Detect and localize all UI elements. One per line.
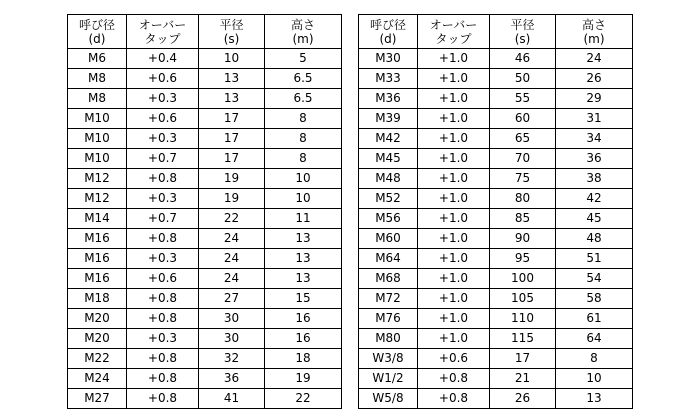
- cell-width-across-flats: 19: [199, 169, 265, 189]
- cell-width-across-flats: 36: [199, 369, 265, 389]
- cell-width-across-flats: 110: [490, 309, 556, 329]
- cell-height: 8: [265, 129, 342, 149]
- table-row: [359, 109, 633, 129]
- cell-over-tap: +1.0: [418, 129, 490, 149]
- cell-width-across-flats: 27: [199, 289, 265, 309]
- cell-over-tap: +1.0: [418, 209, 490, 229]
- table-row: [68, 189, 342, 209]
- cell-over-tap: +0.8: [127, 389, 199, 409]
- table-row: [359, 149, 633, 169]
- header-row: [68, 15, 342, 49]
- cell-over-tap: +1.0: [418, 249, 490, 269]
- cell-nominal-diameter: M36: [359, 89, 418, 109]
- table-row: [68, 269, 342, 289]
- table-row: [68, 89, 342, 109]
- cell-height: 29: [556, 89, 633, 109]
- cell-nominal-diameter: M18: [68, 289, 127, 309]
- table-row: [359, 229, 633, 249]
- table-row: [359, 69, 633, 89]
- cell-nominal-diameter: M42: [359, 129, 418, 149]
- table-row: [359, 169, 633, 189]
- cell-nominal-diameter: M27: [68, 389, 127, 409]
- cell-over-tap: +0.3: [127, 249, 199, 269]
- cell-height: 16: [265, 309, 342, 329]
- cell-nominal-diameter: W5/8: [359, 389, 418, 409]
- cell-height: 19: [265, 369, 342, 389]
- cell-height: 8: [556, 349, 633, 369]
- cell-height: 45: [556, 209, 633, 229]
- cell-width-across-flats: 105: [490, 289, 556, 309]
- cell-width-across-flats: 95: [490, 249, 556, 269]
- cell-height: 13: [556, 389, 633, 409]
- cell-nominal-diameter: M8: [68, 89, 127, 109]
- cell-over-tap: +0.6: [127, 109, 199, 129]
- cell-width-across-flats: 24: [199, 269, 265, 289]
- cell-over-tap: +0.6: [127, 69, 199, 89]
- cell-nominal-diameter: M30: [359, 49, 418, 69]
- cell-nominal-diameter: W1/2: [359, 369, 418, 389]
- header-height: 高さ (m): [556, 15, 633, 49]
- cell-width-across-flats: 80: [490, 189, 556, 209]
- header-nominal-diameter: 呼び径 (d): [68, 15, 127, 49]
- cell-over-tap: +1.0: [418, 149, 490, 169]
- cell-height: 8: [265, 149, 342, 169]
- cell-width-across-flats: 17: [199, 149, 265, 169]
- cell-over-tap: +0.7: [127, 149, 199, 169]
- cell-width-across-flats: 30: [199, 329, 265, 349]
- table-row: [68, 389, 342, 409]
- cell-height: 16: [265, 329, 342, 349]
- cell-nominal-diameter: M16: [68, 269, 127, 289]
- cell-over-tap: +0.3: [127, 189, 199, 209]
- cell-height: 24: [556, 49, 633, 69]
- cell-over-tap: +0.3: [127, 329, 199, 349]
- cell-width-across-flats: 70: [490, 149, 556, 169]
- cell-over-tap: +0.4: [127, 49, 199, 69]
- cell-over-tap: +0.8: [127, 229, 199, 249]
- cell-nominal-diameter: M80: [359, 329, 418, 349]
- table-row: [359, 349, 633, 369]
- table-row: [359, 49, 633, 69]
- cell-over-tap: +0.6: [418, 349, 490, 369]
- cell-nominal-diameter: M14: [68, 209, 127, 229]
- cell-nominal-diameter: M20: [68, 329, 127, 349]
- table-row: [68, 349, 342, 369]
- cell-width-across-flats: 90: [490, 229, 556, 249]
- cell-over-tap: +1.0: [418, 329, 490, 349]
- cell-over-tap: +0.8: [418, 389, 490, 409]
- cell-width-across-flats: 32: [199, 349, 265, 369]
- cell-width-across-flats: 10: [199, 49, 265, 69]
- table-row: [68, 289, 342, 309]
- cell-height: 58: [556, 289, 633, 309]
- table-row: [68, 49, 342, 69]
- cell-width-across-flats: 75: [490, 169, 556, 189]
- cell-nominal-diameter: M10: [68, 129, 127, 149]
- cell-over-tap: +0.8: [127, 349, 199, 369]
- cell-width-across-flats: 30: [199, 309, 265, 329]
- cell-height: 15: [265, 289, 342, 309]
- cell-nominal-diameter: M24: [68, 369, 127, 389]
- table-row: [68, 329, 342, 349]
- cell-nominal-diameter: M6: [68, 49, 127, 69]
- cell-over-tap: +0.8: [127, 309, 199, 329]
- table-row: [359, 269, 633, 289]
- cell-width-across-flats: 13: [199, 69, 265, 89]
- cell-over-tap: +0.3: [127, 89, 199, 109]
- cell-nominal-diameter: W3/8: [359, 349, 418, 369]
- cell-nominal-diameter: M8: [68, 69, 127, 89]
- table-row: [359, 129, 633, 149]
- cell-nominal-diameter: M12: [68, 169, 127, 189]
- cell-nominal-diameter: M72: [359, 289, 418, 309]
- cell-width-across-flats: 26: [490, 389, 556, 409]
- cell-over-tap: +0.8: [127, 289, 199, 309]
- cell-height: 13: [265, 249, 342, 269]
- cell-height: 31: [556, 109, 633, 129]
- cell-nominal-diameter: M20: [68, 309, 127, 329]
- cell-nominal-diameter: M10: [68, 149, 127, 169]
- cell-width-across-flats: 85: [490, 209, 556, 229]
- cell-width-across-flats: 22: [199, 209, 265, 229]
- cell-nominal-diameter: M39: [359, 109, 418, 129]
- cell-over-tap: +1.0: [418, 69, 490, 89]
- table-row: [359, 189, 633, 209]
- cell-width-across-flats: 17: [199, 109, 265, 129]
- cell-width-across-flats: 100: [490, 269, 556, 289]
- spec-table-right: [358, 14, 633, 409]
- table-row: [359, 249, 633, 269]
- cell-width-across-flats: 65: [490, 129, 556, 149]
- cell-width-across-flats: 55: [490, 89, 556, 109]
- cell-height: 36: [556, 149, 633, 169]
- cell-height: 5: [265, 49, 342, 69]
- table-row: [359, 309, 633, 329]
- table-row: [68, 229, 342, 249]
- cell-over-tap: +0.7: [127, 209, 199, 229]
- cell-height: 6.5: [265, 69, 342, 89]
- cell-height: 64: [556, 329, 633, 349]
- cell-height: 38: [556, 169, 633, 189]
- cell-nominal-diameter: M16: [68, 249, 127, 269]
- cell-nominal-diameter: M52: [359, 189, 418, 209]
- header-over-tap: オーバー タップ: [418, 15, 490, 49]
- cell-width-across-flats: 19: [199, 189, 265, 209]
- header-height: 高さ (m): [265, 15, 342, 49]
- cell-over-tap: +1.0: [418, 309, 490, 329]
- table-row: [68, 169, 342, 189]
- table-row: [68, 209, 342, 229]
- cell-over-tap: +0.6: [127, 269, 199, 289]
- cell-over-tap: +0.8: [127, 369, 199, 389]
- cell-width-across-flats: 13: [199, 89, 265, 109]
- cell-height: 42: [556, 189, 633, 209]
- cell-height: 11: [265, 209, 342, 229]
- cell-height: 13: [265, 269, 342, 289]
- cell-nominal-diameter: M64: [359, 249, 418, 269]
- cell-width-across-flats: 17: [490, 349, 556, 369]
- table-row: [68, 109, 342, 129]
- cell-over-tap: +1.0: [418, 229, 490, 249]
- cell-over-tap: +0.3: [127, 129, 199, 149]
- table-row: [68, 129, 342, 149]
- cell-over-tap: +1.0: [418, 49, 490, 69]
- cell-width-across-flats: 60: [490, 109, 556, 129]
- cell-over-tap: +1.0: [418, 109, 490, 129]
- cell-height: 48: [556, 229, 633, 249]
- cell-over-tap: +1.0: [418, 89, 490, 109]
- cell-over-tap: +0.8: [127, 169, 199, 189]
- cell-nominal-diameter: M22: [68, 349, 127, 369]
- cell-width-across-flats: 17: [199, 129, 265, 149]
- cell-height: 22: [265, 389, 342, 409]
- header-width-across-flats: 平径 (s): [490, 15, 556, 49]
- table-row: [359, 89, 633, 109]
- cell-nominal-diameter: M76: [359, 309, 418, 329]
- table-row: [68, 369, 342, 389]
- table-row: [68, 69, 342, 89]
- header-nominal-diameter: 呼び径 (d): [359, 15, 418, 49]
- cell-nominal-diameter: M12: [68, 189, 127, 209]
- table-row: [359, 289, 633, 309]
- table-row: [68, 249, 342, 269]
- cell-nominal-diameter: M68: [359, 269, 418, 289]
- header-over-tap: オーバー タップ: [127, 15, 199, 49]
- cell-nominal-diameter: M45: [359, 149, 418, 169]
- cell-height: 8: [265, 109, 342, 129]
- cell-height: 61: [556, 309, 633, 329]
- table-row: [359, 329, 633, 349]
- cell-height: 10: [556, 369, 633, 389]
- cell-height: 26: [556, 69, 633, 89]
- cell-width-across-flats: 46: [490, 49, 556, 69]
- cell-width-across-flats: 50: [490, 69, 556, 89]
- header-row: [359, 15, 633, 49]
- cell-nominal-diameter: M48: [359, 169, 418, 189]
- table-row: [359, 389, 633, 409]
- spec-table-left: [67, 14, 342, 409]
- cell-width-across-flats: 24: [199, 249, 265, 269]
- cell-over-tap: +1.0: [418, 169, 490, 189]
- cell-width-across-flats: 41: [199, 389, 265, 409]
- cell-nominal-diameter: M33: [359, 69, 418, 89]
- table-row: [68, 149, 342, 169]
- cell-width-across-flats: 21: [490, 369, 556, 389]
- table-row: [68, 309, 342, 329]
- cell-nominal-diameter: M10: [68, 109, 127, 129]
- cell-height: 54: [556, 269, 633, 289]
- cell-nominal-diameter: M60: [359, 229, 418, 249]
- cell-nominal-diameter: M56: [359, 209, 418, 229]
- cell-over-tap: +1.0: [418, 269, 490, 289]
- cell-over-tap: +0.8: [418, 369, 490, 389]
- cell-height: 10: [265, 169, 342, 189]
- header-width-across-flats: 平径 (s): [199, 15, 265, 49]
- cell-over-tap: +1.0: [418, 189, 490, 209]
- cell-height: 51: [556, 249, 633, 269]
- table-row: [359, 209, 633, 229]
- cell-height: 13: [265, 229, 342, 249]
- cell-height: 10: [265, 189, 342, 209]
- cell-height: 34: [556, 129, 633, 149]
- table-row: [359, 369, 633, 389]
- cell-width-across-flats: 24: [199, 229, 265, 249]
- cell-over-tap: +1.0: [418, 289, 490, 309]
- cell-height: 6.5: [265, 89, 342, 109]
- cell-nominal-diameter: M16: [68, 229, 127, 249]
- cell-width-across-flats: 115: [490, 329, 556, 349]
- cell-height: 18: [265, 349, 342, 369]
